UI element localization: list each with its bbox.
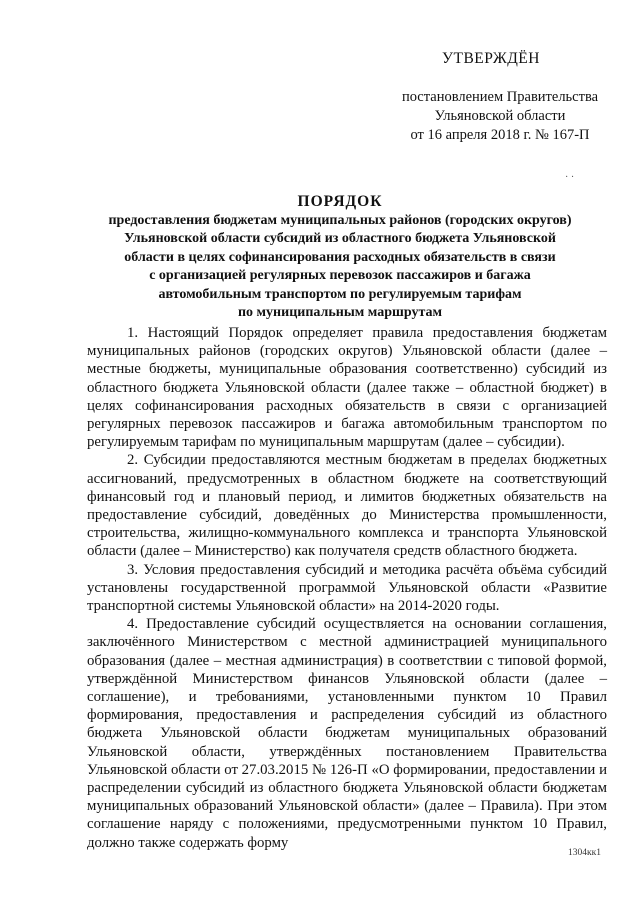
subtitle-line: с организацией регулярных перевозок пассажиров и багажа [149, 268, 531, 284]
subtitle-line: по муниципальным маршрутам [237, 305, 443, 321]
scan-mark: · · [565, 172, 575, 183]
document-body [87, 324, 607, 852]
document-title: ПОРЯДОК [297, 193, 383, 210]
paragraph-1: 1. Настоящий Порядок определяет правила предоставления бюджетам муниципальных районов (городских округов) Ульяновской области (далее – местные бюджеты, муниципальные образования соответственно) субсидий из областного бюджета Ульяновской области (далее также – областной бюджет) в целях софинансирования расходных обязательств в связи с организацией регулярных перевозок пассажиров и багажа автомобильным транспортом по регулируемым тарифам по муниципальным маршрутам (далее – субсидии). [87, 325, 607, 451]
paragraph-4: 4. Предоставление субсидий осуществляется на основании соглашения, заключённого Министерством с местной администрацией муниципального образования (далее – местная администрация) в соответствии с типовой формой, утверждённой Министерством финансов Ульяновской области (далее – соглашение), и требованиями, установленными пунктом 10 Правил формирования, предоставления и распределения субсидий из областного бюджета Ульяновской области бюджетам муниципальных образований Ульяновской области, утверждённых постановлением Правительства Ульяновской области от 27.03.2015 № 126-П «О формировании, предоставлении и распределении субсидий из областного бюджета Ульяновской области бюджетам муниципальных образований Ульяновской области» (далее – Правила). При этом соглашение наряду с положениями, предусмотренными пунктом 10 Правил, должно также содержать форму [87, 616, 607, 851]
decree-line: от 16 апреля 2018 г. № 167-П [410, 127, 590, 143]
document-subtitle [70, 212, 610, 322]
decree-line: постановлением Правительства [401, 89, 599, 105]
subtitle-line: области в целях софинансирования расходных обязательств в связи [124, 249, 556, 265]
decree-line: Ульяновской области [434, 108, 566, 124]
subtitle-line: Ульяновской области субсидий из областного бюджета Ульяновской [124, 231, 556, 247]
approval-heading: УТВЕРЖДЁН [442, 50, 540, 67]
paragraph-3: 3. Условия предоставления субсидий и методика расчёта объёма субсидий установлены государственной программой Ульяновской области «Развитие транспортной системы Ульяновской области» на 2014-2020 годы. [87, 561, 607, 615]
page-stamp: 1304кк1 [568, 848, 601, 858]
subtitle-line: автомобильным транспортом по регулируемым тарифам [158, 286, 522, 302]
subtitle-line: предоставления бюджетам муниципальных районов (городских округов) [108, 213, 572, 228]
decree-reference [380, 88, 620, 145]
paragraph-2: 2. Субсидии предоставляются местным бюджетам в пределах бюджетных ассигнований, предусмотренных в областном бюджете на соответствующий финансовый год и плановый период, и лимитов бюджетных обязательств на предоставление субсидий, доведённых до Министерства промышленности, строительства, жилищно-коммунального комплекса и транспорта Ульяновской области (далее – Министерство) как получателя средств областного бюджета. [87, 452, 607, 560]
